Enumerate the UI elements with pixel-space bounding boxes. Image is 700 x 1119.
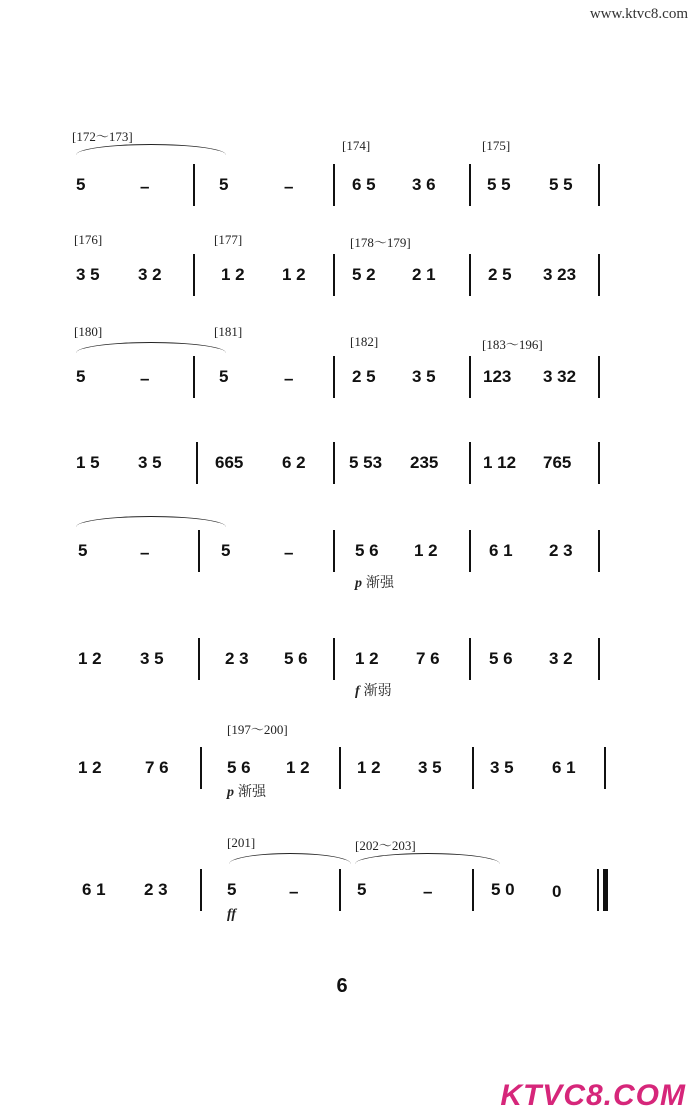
- note-group: 3 6: [412, 175, 436, 194]
- dynamic-symbol: ff: [227, 907, 237, 922]
- slur: [229, 853, 351, 864]
- rehearsal-mark: [197～200]: [227, 722, 288, 737]
- bar-line: [598, 442, 600, 484]
- bar-line: [469, 638, 471, 680]
- note-group: 1 2: [286, 758, 310, 777]
- rest-dash: –: [423, 882, 433, 901]
- dynamic-marking: [355, 572, 394, 592]
- bar-line: [333, 638, 335, 680]
- bar-line: [469, 356, 471, 398]
- note-group: 6 1: [489, 541, 513, 560]
- bar-line: [198, 530, 200, 572]
- rest-dash: –: [140, 543, 150, 562]
- dynamic-text: 渐弱: [363, 684, 392, 699]
- rehearsal-mark: [180]: [74, 324, 103, 339]
- bar-line: [193, 254, 195, 296]
- note-group: 5: [219, 175, 229, 194]
- dynamic-text: 渐强: [238, 785, 266, 800]
- rehearsal-mark: [178～179]: [350, 235, 411, 250]
- slur: [76, 342, 226, 353]
- bar-line: [333, 164, 335, 206]
- bar-line: [193, 356, 195, 398]
- note-group: 5 2: [352, 265, 376, 284]
- note-group: 5: [227, 880, 237, 899]
- note-group: 1 2: [78, 649, 102, 668]
- final-bar-line-thick: [603, 869, 608, 911]
- rest-zero: 0: [552, 882, 562, 901]
- bar-line: [333, 530, 335, 572]
- note-group: 123: [483, 367, 512, 386]
- bar-line: [604, 747, 606, 789]
- bar-line: [193, 164, 195, 206]
- note-group: 6 2: [282, 453, 306, 472]
- note-group: 5: [76, 175, 86, 194]
- note-group: 3 5: [138, 453, 162, 472]
- rehearsal-mark: [181]: [214, 324, 243, 339]
- bar-line: [472, 869, 474, 911]
- bar-line: [472, 747, 474, 789]
- dynamic-symbol: p: [227, 785, 234, 800]
- note-group: 6 5: [352, 175, 376, 194]
- note-group: 5 5: [487, 175, 511, 194]
- bar-line: [469, 164, 471, 206]
- note-group: 6 1: [552, 758, 576, 777]
- score-row-8: [0, 825, 700, 935]
- note-group: 3 2: [138, 265, 162, 284]
- note-group: 5: [221, 541, 231, 560]
- rest-dash: –: [289, 882, 299, 901]
- bar-line: [469, 442, 471, 484]
- dynamic-text: 渐强: [366, 576, 394, 591]
- note-group: 1 12: [483, 453, 517, 472]
- note-group: 665: [215, 453, 244, 472]
- note-group: 5 6: [284, 649, 308, 668]
- note-group: 5 6: [355, 541, 379, 560]
- score-row-2: [0, 210, 700, 320]
- note-group: 3 23: [543, 265, 577, 284]
- note-group: 1 2: [414, 541, 438, 560]
- note-group: 1 2: [357, 758, 381, 777]
- bar-line: [200, 869, 202, 911]
- note-group: 5: [357, 880, 367, 899]
- rest-dash: –: [140, 177, 150, 196]
- bar-line: [339, 747, 341, 789]
- bar-line: [598, 356, 600, 398]
- rest-dash: –: [140, 369, 150, 388]
- note-group: 3 5: [140, 649, 164, 668]
- note-group: 2 3: [144, 880, 168, 899]
- note-group: 1 2: [221, 265, 245, 284]
- note-group: 5 5: [549, 175, 573, 194]
- note-group: 3 5: [412, 367, 436, 386]
- rehearsal-mark: [174]: [342, 138, 371, 153]
- bar-line: [469, 530, 471, 572]
- slur: [355, 853, 500, 864]
- rehearsal-mark: [176]: [74, 232, 103, 247]
- note-group: 2 5: [488, 265, 512, 284]
- bar-line: [333, 356, 335, 398]
- bar-line: [333, 442, 335, 484]
- score-row-5: [0, 486, 700, 596]
- dynamic-symbol: p: [355, 576, 362, 591]
- note-group: 1 2: [282, 265, 306, 284]
- rest-dash: –: [284, 177, 294, 196]
- note-group: 5 53: [349, 453, 383, 472]
- page-number: 6: [336, 975, 348, 997]
- note-group: 235: [410, 453, 439, 472]
- score-row-7: [0, 703, 700, 813]
- bar-line: [598, 164, 600, 206]
- note-group: 5: [76, 367, 86, 386]
- note-group: 2 3: [549, 541, 573, 560]
- rehearsal-mark: [172～173]: [72, 129, 133, 144]
- bar-line: [198, 638, 200, 680]
- rehearsal-mark: [201]: [227, 835, 256, 850]
- rest-dash: –: [284, 543, 294, 562]
- rehearsal-mark: [177]: [214, 232, 243, 247]
- note-group: 1 2: [355, 649, 379, 668]
- note-group: 2 5: [352, 367, 376, 386]
- rest-dash: –: [284, 369, 294, 388]
- bar-line: [333, 254, 335, 296]
- note-group: 5 6: [227, 758, 251, 777]
- note-group: 765: [543, 453, 572, 472]
- note-group: 3 32: [543, 367, 577, 386]
- note-group: 7 6: [416, 649, 440, 668]
- bar-line: [469, 254, 471, 296]
- bar-line: [598, 638, 600, 680]
- dynamic-marking: [227, 781, 266, 801]
- note-group: 3 5: [490, 758, 514, 777]
- note-group: 3 2: [549, 649, 573, 668]
- note-group: 5: [78, 541, 88, 560]
- rehearsal-mark: [202～203]: [355, 838, 416, 853]
- final-bar-line-thin: [597, 869, 599, 911]
- bar-line: [200, 747, 202, 789]
- dynamic-marking: [227, 907, 240, 923]
- rehearsal-mark: [175]: [482, 138, 511, 153]
- score-row-6: [0, 594, 700, 704]
- dynamic-marking: [355, 680, 392, 700]
- bar-line: [196, 442, 198, 484]
- note-group: 3 5: [76, 265, 100, 284]
- note-group: 1 5: [76, 453, 100, 472]
- slur: [76, 516, 226, 527]
- slur: [76, 144, 226, 155]
- note-group: 6 1: [82, 880, 106, 899]
- note-group: 5: [219, 367, 229, 386]
- bar-line: [598, 254, 600, 296]
- watermark-logo: KTVC8.COM: [500, 1079, 686, 1112]
- rehearsal-mark: [182]: [350, 334, 379, 349]
- note-group: 1 2: [78, 758, 102, 777]
- rehearsal-mark: [183～196]: [482, 337, 543, 352]
- note-group: 5 0: [491, 880, 515, 899]
- note-group: 7 6: [145, 758, 169, 777]
- dynamic-symbol: f: [355, 684, 360, 699]
- bar-line: [339, 869, 341, 911]
- note-group: 3 5: [418, 758, 442, 777]
- note-group: 2 1: [412, 265, 436, 284]
- note-group: 5 6: [489, 649, 513, 668]
- note-group: 2 3: [225, 649, 249, 668]
- bar-line: [598, 530, 600, 572]
- watermark-top: www.ktvc8.com: [589, 6, 688, 22]
